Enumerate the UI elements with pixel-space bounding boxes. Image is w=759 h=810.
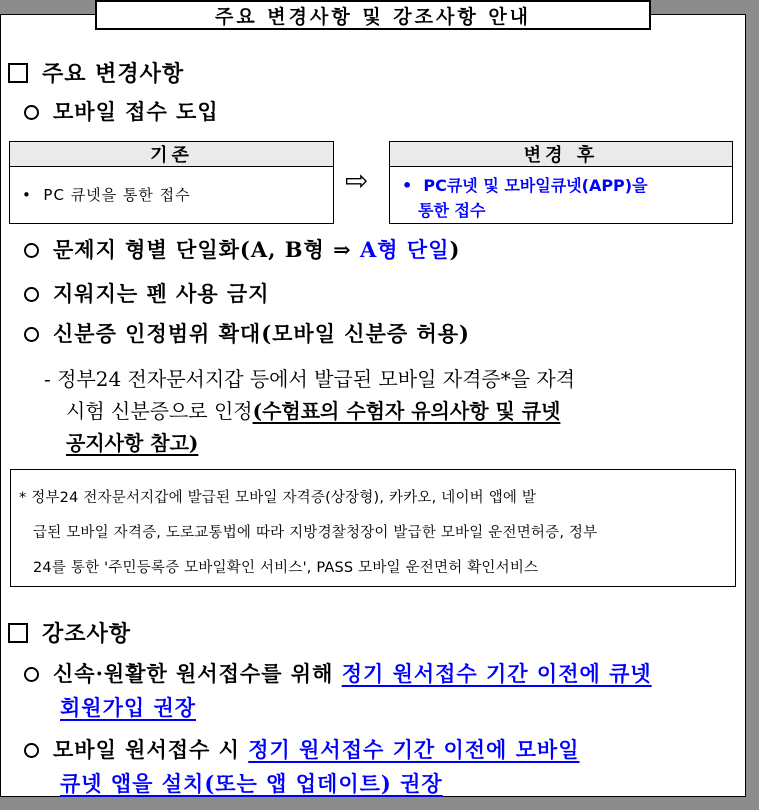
item-text: 지워지는 펜 사용 금지: [53, 281, 270, 306]
item-mobile-application: [24, 96, 219, 126]
after-line-2: 통한 접수: [418, 201, 486, 220]
item-text-highlight-2: 회원가입 권장: [60, 695, 197, 720]
circle-bullet-icon: [24, 743, 39, 758]
item-text: 신분증 인정범위 확대(모바일 신분증 허용): [53, 321, 470, 346]
emphasis-item-2: [24, 734, 579, 764]
section-heading-text: 강조사항: [42, 622, 132, 647]
emphasis-item-1-line-2: [60, 692, 196, 722]
section-heading-text: 주요 변경사항: [42, 62, 185, 87]
before-header: 기존: [10, 142, 333, 167]
square-bullet-icon: [8, 63, 28, 83]
item-single-form: [24, 234, 460, 264]
dot-bullet-icon: •: [22, 186, 32, 204]
after-line-1: [402, 173, 648, 198]
before-box: [9, 141, 334, 224]
circle-bullet-icon: [24, 287, 39, 302]
after-box: [389, 141, 733, 224]
footnote-box: [10, 469, 736, 587]
emphasis-item-1: [24, 658, 652, 688]
footnote-line-2: 급된 모바일 자격증, 도로교통법에 따라 지방경찰청장이 발급한 모바일 운전면허증, 정부: [33, 525, 598, 541]
footnote-line-3: 24를 통한 '주민등록증 모바일확인 서비스', PASS 모바일 운전면허 확인서비스: [33, 560, 539, 576]
item-text-highlight: 정기 원서접수 기간 이전에 큐넷: [341, 661, 652, 686]
detail-line-3-text: 공지사항 참고): [66, 431, 199, 455]
item-text: 모바일 접수 도입: [53, 99, 219, 124]
circle-bullet-icon: [24, 667, 39, 682]
after-text: [402, 173, 648, 223]
before-text: [22, 184, 191, 205]
detail-line-1: - 정부24 전자문서지갑 등에서 발급된 모바일 자격증*을 자격: [44, 367, 576, 391]
item-erasable-pen: [24, 278, 270, 308]
right-arrow-icon: ⇨: [345, 164, 369, 197]
before-text-value: PC 큐넷을 통한 접수: [43, 186, 191, 204]
section-heading-changes: [8, 57, 184, 88]
detail-line-2: [66, 395, 560, 424]
page-title: 주요 변경사항 및 강조사항 안내: [95, 0, 651, 30]
item-text: 모바일 원서접수 시: [53, 737, 249, 762]
item-text-highlight: A형 단일: [360, 237, 450, 262]
circle-bullet-icon: [24, 243, 39, 258]
circle-bullet-icon: [24, 105, 39, 120]
circle-bullet-icon: [24, 327, 39, 342]
after-header: 변경 후: [390, 142, 732, 167]
item-id-expansion: [24, 318, 470, 348]
section-heading-emphasis: [8, 617, 131, 648]
square-bullet-icon: [8, 623, 28, 643]
emphasis-item-2-line-2: [60, 768, 443, 798]
after-line-1-text: PC큐넷 및 모바일큐넷(APP)을: [423, 176, 648, 195]
detail-line-3: [66, 427, 198, 456]
item-text: 신속·원활한 원서접수를 위해: [53, 661, 342, 686]
dot-bullet-icon: •: [402, 176, 413, 195]
item-text-highlight: 정기 원서접수 기간 이전에 모바일: [248, 737, 580, 762]
detail-line-2-plain: 시험 신분증으로 인정: [66, 399, 253, 423]
item-text-end: ): [449, 237, 461, 262]
footnote-line-1: * 정부24 전자문서지갑에 발급된 모바일 자격증(상장형), 카카오, 네이버 앱에 발: [19, 490, 537, 506]
item-text: 문제지 형별 단일화(A, B형 ⇒: [53, 237, 361, 262]
item-text-highlight-2: 큐넷 앱을 설치(또는 앱 업데이트) 권장: [60, 771, 443, 796]
detail-line-2-bold: (수험표의 수험자 유의사항 및 큐넷: [252, 399, 561, 423]
